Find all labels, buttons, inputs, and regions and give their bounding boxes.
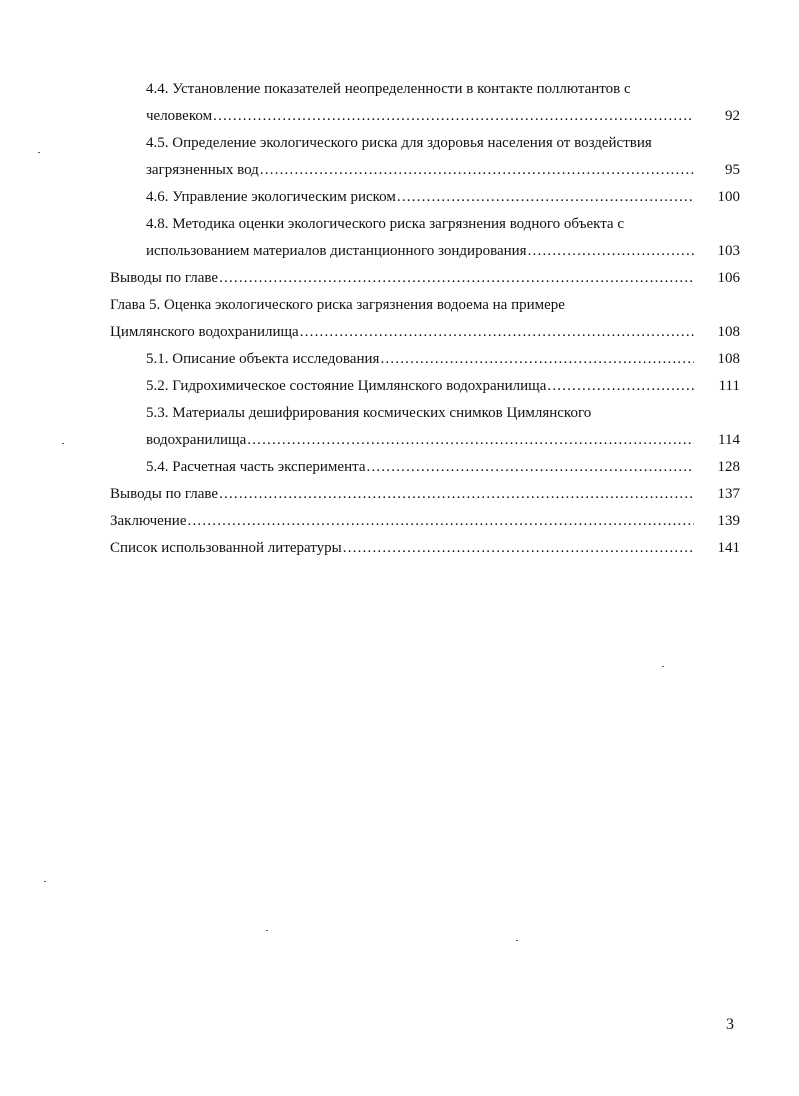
toc-entry-title: Список использованной литературы [110,535,343,562]
toc-entry-text-wrap [146,157,694,184]
scan-speck [662,666,664,667]
toc-entry [110,400,740,427]
toc-entry-text-wrap [146,346,694,373]
toc-dot-leader [260,157,694,184]
toc-page-number: 103 [700,238,740,265]
toc-entry [110,346,740,373]
toc-entry [110,130,740,157]
toc-entry [110,211,740,238]
toc-entry-text-wrap [146,211,740,238]
toc-entry-title: Цимлянского водохранилища [110,319,300,346]
toc-entry-text-wrap [110,508,694,535]
table-of-contents [110,76,740,562]
toc-page-number: 128 [700,454,740,481]
toc-dot-leader [397,184,694,211]
toc-entry-title: 4.6. Управление экологическим риском [146,184,397,211]
toc-page-number: 137 [700,481,740,508]
toc-entry-title: 4.5. Определение экологического риска для здоровья населения от воздействия [146,130,653,157]
toc-entry [110,76,740,103]
toc-entry [110,535,740,562]
toc-entry-title: 4.8. Методика оценки экологического риска загрязнения водного объекта с [146,211,625,238]
toc-entry-text-wrap [146,184,694,211]
toc-dot-leader [188,508,695,535]
toc-entry [110,238,740,265]
toc-entry-title: 5.3. Материалы дешифрирования космических снимков Цимлянского [146,400,592,427]
toc-page-number: 108 [700,319,740,346]
toc-entry-title: 5.1. Описание объекта исследования [146,346,380,373]
page-number: 3 [726,1016,734,1033]
toc-entry-title: Заключение [110,508,188,535]
toc-entry [110,292,740,319]
toc-dot-leader [380,346,694,373]
toc-entry [110,103,740,130]
toc-entry-text-wrap [146,427,694,454]
scan-speck [266,930,268,931]
toc-entry-text-wrap [146,373,694,400]
toc-entry [110,454,740,481]
toc-entry-title: Выводы по главе [110,265,219,292]
scan-speck [44,881,46,882]
scan-speck [38,152,40,153]
toc-entry-title: 5.4. Расчетная часть эксперимента [146,454,367,481]
toc-page-number: 114 [700,427,740,454]
toc-page-number: 92 [700,103,740,130]
toc-entry-text-wrap [146,454,694,481]
toc-entry-text-wrap [110,319,694,346]
toc-page-number: 108 [700,346,740,373]
toc-entry-text-wrap [146,76,740,103]
toc-entry-text-wrap [146,400,740,427]
toc-dot-leader [213,103,694,130]
toc-entry [110,508,740,535]
toc-entry-title: Глава 5. Оценка экологического риска загрязнения водоема на примере [110,292,566,319]
toc-entry [110,184,740,211]
toc-entry [110,373,740,400]
toc-entry [110,427,740,454]
toc-entry [110,265,740,292]
toc-entry [110,481,740,508]
toc-page-number: 139 [700,508,740,535]
toc-entry-title: использованием материалов дистанционного зондирования [146,238,528,265]
toc-entry-title: водохранилища [146,427,247,454]
toc-page-number: 95 [700,157,740,184]
toc-entry-title: Выводы по главе [110,481,219,508]
toc-page-number: 106 [700,265,740,292]
toc-entry-title: 5.2. Гидрохимическое состояние Цимлянского водохранилища [146,373,547,400]
toc-dot-leader [528,238,694,265]
toc-entry-text-wrap [110,292,740,319]
toc-entry-text-wrap [146,103,694,130]
toc-entry-text-wrap [110,481,694,508]
toc-dot-leader [367,454,695,481]
toc-page-number: 111 [700,373,740,400]
toc-dot-leader [219,265,694,292]
toc-dot-leader [547,373,694,400]
scan-speck [516,940,518,941]
toc-dot-leader [343,535,694,562]
toc-entry-title: 4.4. Установление показателей неопределенности в контакте поллютантов с [146,76,632,103]
toc-entry-text-wrap [110,535,694,562]
toc-page-number: 100 [700,184,740,211]
toc-dot-leader [300,319,694,346]
toc-entry-title: загрязненных вод [146,157,260,184]
toc-entry [110,319,740,346]
toc-dot-leader [219,481,694,508]
scan-speck [62,443,64,444]
toc-entry [110,157,740,184]
toc-entry-text-wrap [146,130,740,157]
toc-entry-text-wrap [146,238,694,265]
toc-dot-leader [247,427,694,454]
toc-page-number: 141 [700,535,740,562]
toc-entry-text-wrap [110,265,694,292]
toc-entry-title: человеком [146,103,213,130]
